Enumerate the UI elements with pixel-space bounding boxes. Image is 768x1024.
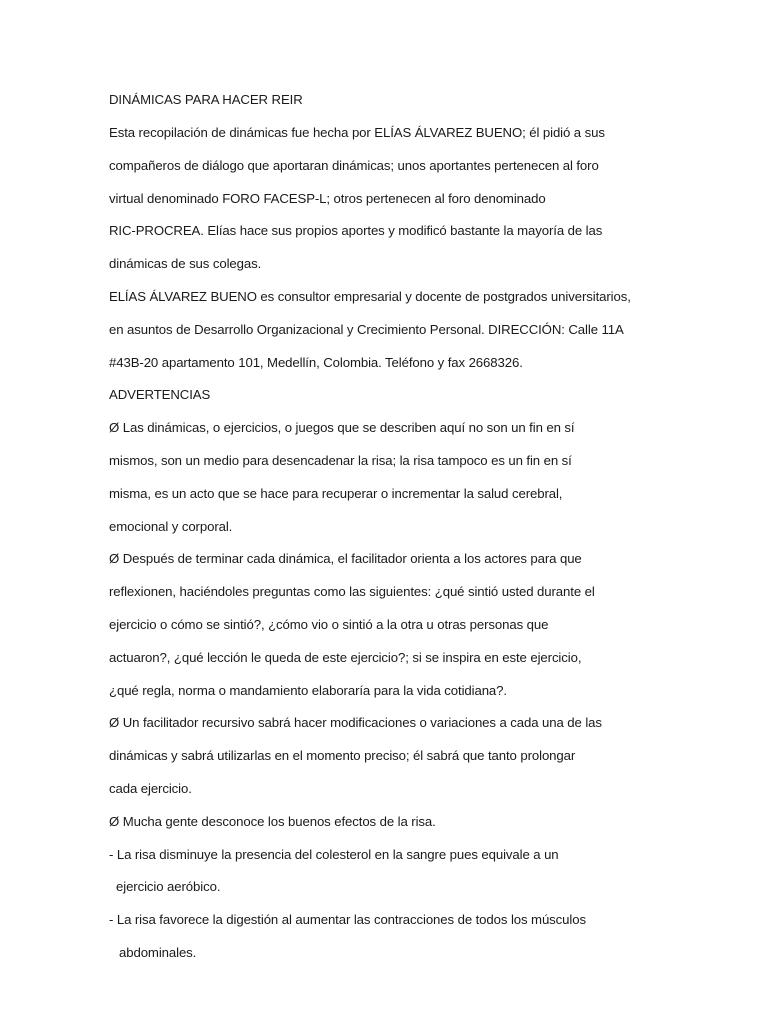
text-line: actuaron?, ¿qué lección le queda de este ejercicio?; si se inspira en este ejercicio, <box>109 650 582 665</box>
text-line: ejercicio aeróbico. <box>116 879 221 894</box>
text-line: ELÍAS ÁLVAREZ BUENO es consultor empresarial y docente de postgrados universitarios, <box>109 289 631 304</box>
text-line: mismos, son un medio para desencadenar la risa; la risa tampoco es un fin en sí <box>109 453 572 468</box>
text-line: Ø Mucha gente desconoce los buenos efectos de la risa. <box>109 814 436 829</box>
text-line: emocional y corporal. <box>109 519 233 534</box>
text-line: dinámicas y sabrá utilizarlas en el momento preciso; él sabrá que tanto prolongar <box>109 748 576 763</box>
text-line: #43B-20 apartamento 101, Medellín, Colombia. Teléfono y fax 2668326. <box>109 355 523 370</box>
text-line: misma, es un acto que se hace para recuperar o incrementar la salud cerebral, <box>109 486 563 501</box>
text-line: ejercicio o cómo se sintió?, ¿cómo vio o sintió a la otra u otras personas que <box>109 617 549 632</box>
text-line: - La risa favorece la digestión al aumentar las contracciones de todos los músculos <box>109 912 586 927</box>
text-line: reflexionen, haciéndoles preguntas como las siguientes: ¿qué sintió usted durante el <box>109 584 595 599</box>
text-line: cada ejercicio. <box>109 781 192 796</box>
document-title: DINÁMICAS PARA HACER REIR <box>109 92 303 107</box>
section-heading: ADVERTENCIAS <box>109 387 211 402</box>
text-line: en asuntos de Desarrollo Organizacional y Crecimiento Personal. DIRECCIÓN: Calle 11A <box>109 322 624 337</box>
text-line: dinámicas de sus colegas. <box>109 256 262 271</box>
text-line: - La risa disminuye la presencia del colesterol en la sangre pues equivale a un <box>109 847 559 862</box>
text-line: Esta recopilación de dinámicas fue hecha por ELÍAS ÁLVAREZ BUENO; él pidió a sus <box>109 125 605 140</box>
text-line: Ø Un facilitador recursivo sabrá hacer modificaciones o variaciones a cada una de las <box>109 715 602 730</box>
text-line: compañeros de diálogo que aportaran dinámicas; unos aportantes pertenecen al foro <box>109 158 599 173</box>
text-line: RIC-PROCREA. Elías hace sus propios aportes y modificó bastante la mayoría de las <box>109 223 603 238</box>
text-line: Ø Después de terminar cada dinámica, el facilitador orienta a los actores para que <box>109 551 582 566</box>
text-line: virtual denominado FORO FACESP-L; otros pertenecen al foro denominado <box>109 191 546 206</box>
text-line: abdominales. <box>119 945 197 960</box>
text-line: Ø Las dinámicas, o ejercicios, o juegos que se describen aquí no son un fin en sí <box>109 420 575 435</box>
text-line: ¿qué regla, norma o mandamiento elaboraría para la vida cotidiana?. <box>109 683 507 698</box>
